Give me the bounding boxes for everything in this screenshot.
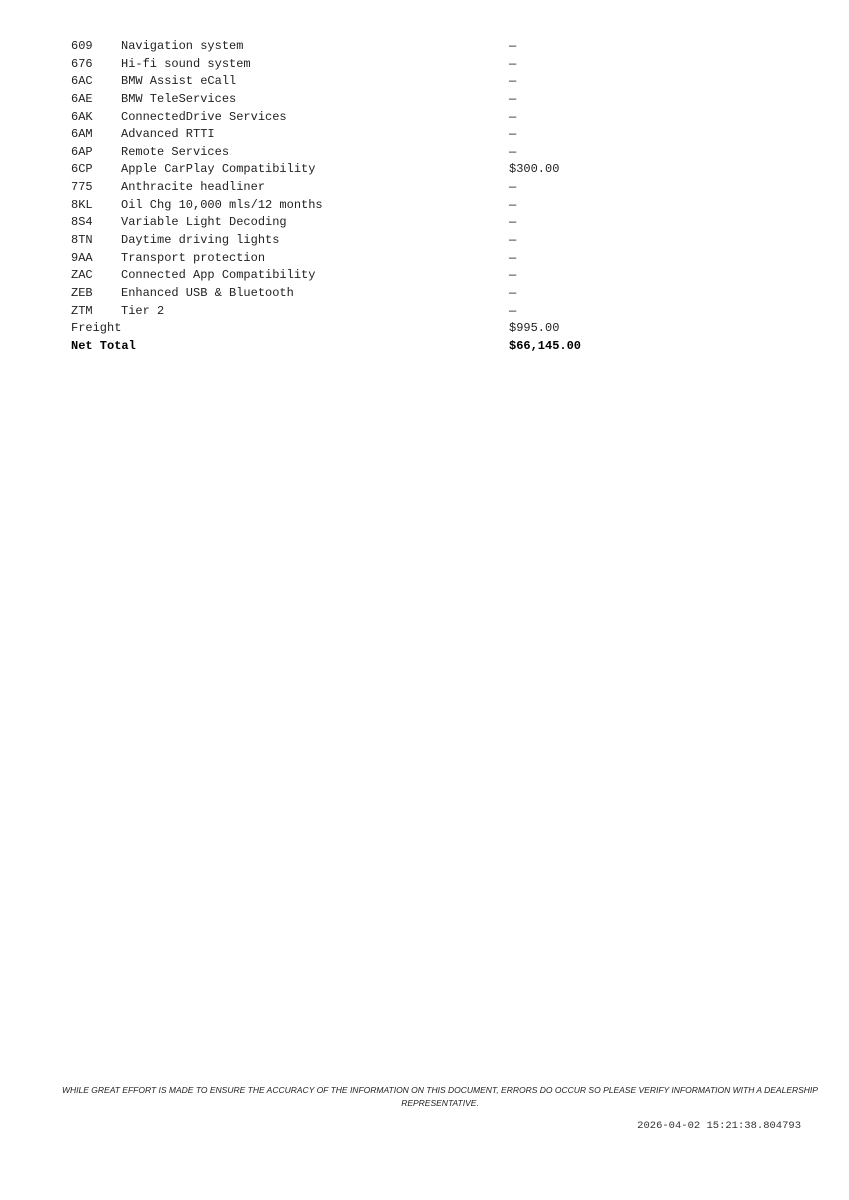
option-code: 609 [71, 39, 93, 53]
option-description: Daytime driving lights [121, 233, 280, 248]
option-description: BMW TeleServices [121, 91, 237, 106]
option-row [71, 303, 601, 321]
option-price: — [509, 91, 517, 106]
disclaimer-text: WHILE GREAT EFFORT IS MADE TO ENSURE THE ACCURACY OF THE INFORMATION ON THIS DOCUMENT, ERRORS DO OCCUR SO PLEASE VERIFY INFORMATION WITH A DEALERSHIP REPRESENTATIVE. [62, 1085, 818, 1108]
option-code: 6CP [71, 162, 93, 177]
option-price: — [509, 197, 517, 212]
option-price: — [509, 127, 517, 142]
option-price: — [509, 250, 517, 265]
option-price: — [509, 144, 517, 159]
net-total-price: $66,145.00 [509, 338, 582, 353]
option-row [71, 126, 601, 144]
option-description: Connected App Compatibility [121, 268, 316, 283]
option-price: — [509, 285, 517, 300]
option-code: 8S4 [71, 215, 93, 230]
option-description: Hi-fi sound system [121, 56, 251, 71]
option-description: Oil Chg 10,000 mls/12 months [121, 197, 323, 212]
option-row [71, 285, 601, 303]
option-code: 6AP [71, 144, 93, 159]
option-price: — [509, 233, 517, 248]
option-description: Enhanced USB & Bluetooth [121, 285, 294, 300]
option-code: 676 [71, 56, 93, 71]
print-timestamp: 2026-04-02 15:21:38.804793 [637, 1120, 801, 1132]
options-list [71, 38, 601, 356]
option-description: ConnectedDrive Services [121, 109, 287, 124]
net-total-label: Net Total [71, 338, 136, 353]
option-price: — [509, 215, 517, 230]
freight-row [71, 320, 601, 338]
option-description: BMW Assist eCall [121, 74, 237, 89]
option-row [71, 91, 601, 109]
option-row [71, 179, 601, 197]
option-description: Advanced RTTI [121, 127, 215, 142]
option-row [71, 250, 601, 268]
option-description: Tier 2 [121, 303, 165, 318]
option-code: 8KL [71, 197, 93, 212]
net-total-row [71, 338, 601, 356]
option-code: 6AE [71, 91, 93, 106]
option-row [71, 56, 601, 74]
option-price: — [509, 39, 517, 53]
option-description: Apple CarPlay Compatibility [121, 162, 316, 177]
option-row [71, 161, 601, 179]
option-price: — [509, 74, 517, 89]
option-code: 9AA [71, 250, 93, 265]
option-description: Remote Services [121, 144, 230, 159]
option-row [71, 232, 601, 250]
option-row [71, 214, 601, 232]
option-code: ZEB [71, 285, 93, 300]
option-description: Navigation system [121, 39, 244, 53]
option-price: — [509, 56, 517, 71]
option-price: — [509, 180, 517, 195]
option-description: Transport protection [121, 250, 266, 265]
option-price: $300.00 [509, 162, 560, 177]
option-price: — [509, 303, 517, 318]
option-row [71, 197, 601, 215]
option-row [71, 109, 601, 127]
option-row [71, 144, 601, 162]
option-code: 775 [71, 180, 93, 195]
option-row [71, 73, 601, 91]
freight-price: $995.00 [509, 321, 560, 336]
option-price: — [509, 109, 517, 124]
option-code: ZTM [71, 303, 93, 318]
option-code: ZAC [71, 268, 93, 283]
freight-label: Freight [71, 321, 122, 336]
option-code: 6AC [71, 74, 93, 89]
option-price: — [509, 268, 517, 283]
option-code: 6AM [71, 127, 93, 142]
option-code: 6AK [71, 109, 93, 124]
option-row [71, 38, 601, 56]
option-row [71, 267, 601, 285]
option-code: 8TN [71, 233, 93, 248]
option-description: Anthracite headliner [121, 180, 266, 195]
option-description: Variable Light Decoding [121, 215, 287, 230]
